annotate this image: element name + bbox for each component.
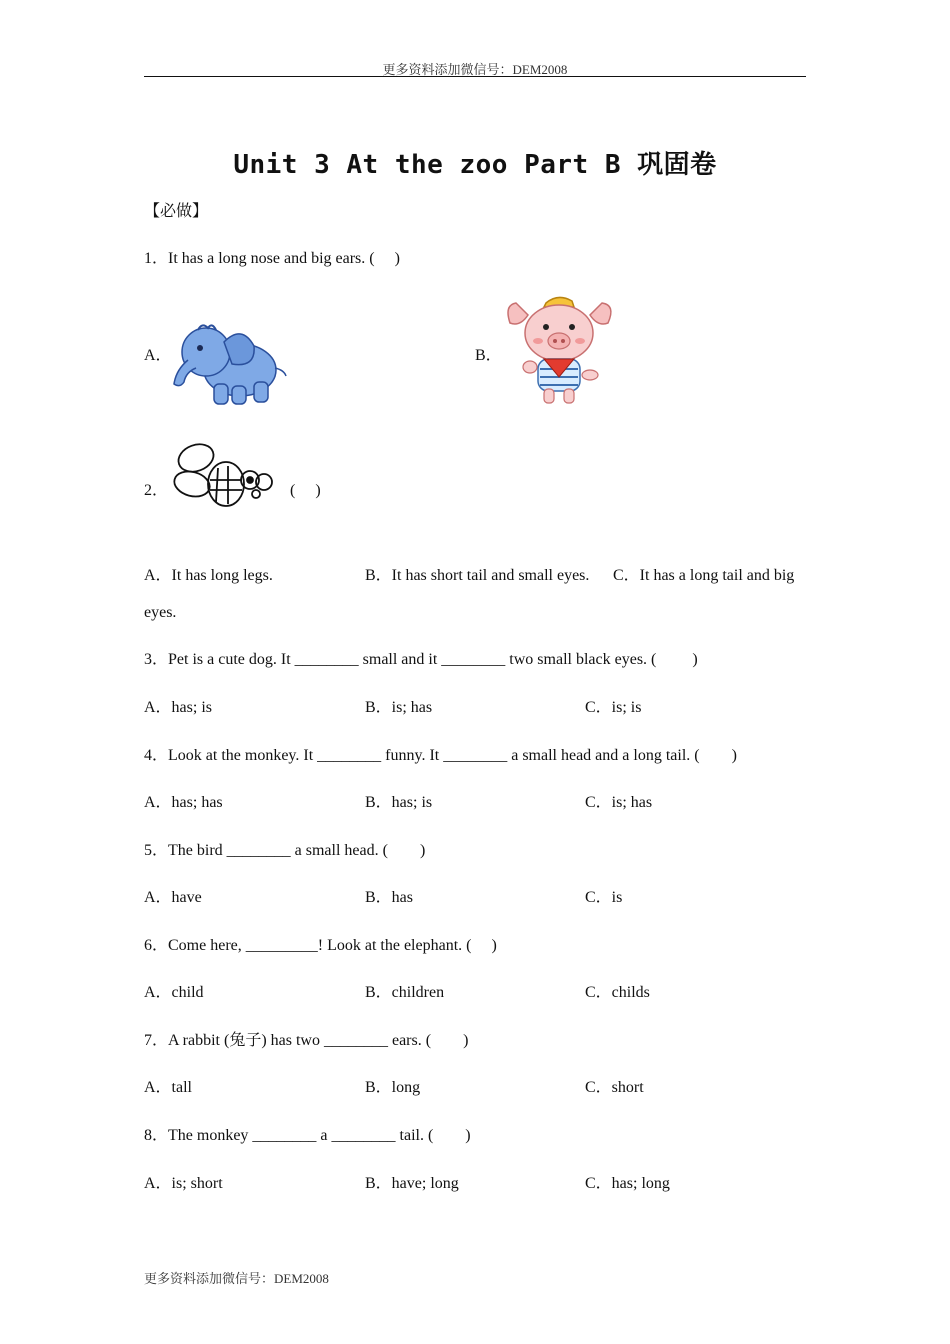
- section-label: 【必做】: [144, 203, 209, 220]
- question-2-number: 2．: [144, 482, 169, 499]
- question-1-option-b-label: B．: [475, 347, 502, 364]
- question-5-option-c[interactable]: C．is: [585, 889, 623, 906]
- pig-picture: [500, 293, 618, 409]
- question-8-option-c[interactable]: C．has; long: [585, 1175, 670, 1192]
- question-4-option-b[interactable]: B．has; is: [365, 794, 433, 811]
- question-7-option-b[interactable]: B．long: [365, 1079, 421, 1096]
- question-7-option-a[interactable]: A．tall: [144, 1079, 192, 1096]
- elephant-picture: [170, 318, 290, 410]
- question-2-option-c-continued: eyes.: [144, 604, 177, 621]
- page-title: Unit 3 At the zoo Part B 巩固卷: [233, 150, 717, 180]
- question-6-stem: 6．Come here, _________! Look at the elephant. ( ): [144, 937, 497, 954]
- question-1-option-a-label: A．: [144, 347, 172, 364]
- page-header: 更多资料添加微信号：DEM2008: [382, 62, 568, 77]
- page-footer: 更多资料添加微信号：DEM2008: [144, 1271, 329, 1286]
- question-8-stem: 8．The monkey ________ a ________ tail. ( ): [144, 1127, 471, 1144]
- question-6-option-b[interactable]: B．children: [365, 984, 445, 1001]
- question-4-stem: 4．Look at the monkey. It ________ funny. It ________ a small head and a long tail. ( ): [144, 747, 737, 764]
- question-8-option-b[interactable]: B．have; long: [365, 1175, 459, 1192]
- question-5-option-b[interactable]: B．has: [365, 889, 414, 906]
- question-6-option-c[interactable]: C．childs: [585, 984, 650, 1001]
- question-7-stem: 7．A rabbit (兔子) has two ________ ears. ( ): [144, 1032, 469, 1049]
- question-3-stem: 3．Pet is a cute dog. It ________ small and it ________ two small black eyes. ( ): [144, 651, 698, 668]
- question-2-option-c[interactable]: C．It has a long tail and big: [613, 567, 795, 584]
- question-3-option-c[interactable]: C．is; is: [585, 699, 642, 716]
- question-3-option-b[interactable]: B．is; has: [365, 699, 433, 716]
- question-5-stem: 5．The bird ________ a small head. ( ): [144, 842, 426, 859]
- question-2-option-b[interactable]: B．It has short tail and small eyes.: [365, 567, 590, 584]
- question-4-option-c[interactable]: C．is; has: [585, 794, 653, 811]
- fly-drawing: [170, 440, 276, 514]
- header-divider: [144, 76, 806, 77]
- question-5-option-a[interactable]: A．have: [144, 889, 202, 906]
- question-7-option-c[interactable]: C．short: [585, 1079, 644, 1096]
- question-8-option-a[interactable]: A．is; short: [144, 1175, 223, 1192]
- question-3-option-a[interactable]: A．has; is: [144, 699, 213, 716]
- question-1-stem: 1．It has a long nose and big ears. ( ): [144, 250, 400, 267]
- question-6-option-a[interactable]: A．child: [144, 984, 204, 1001]
- question-2-answer-blank[interactable]: ( ): [290, 482, 321, 499]
- question-2-option-a[interactable]: A．It has long legs.: [144, 567, 273, 584]
- question-4-option-a[interactable]: A．has; has: [144, 794, 223, 811]
